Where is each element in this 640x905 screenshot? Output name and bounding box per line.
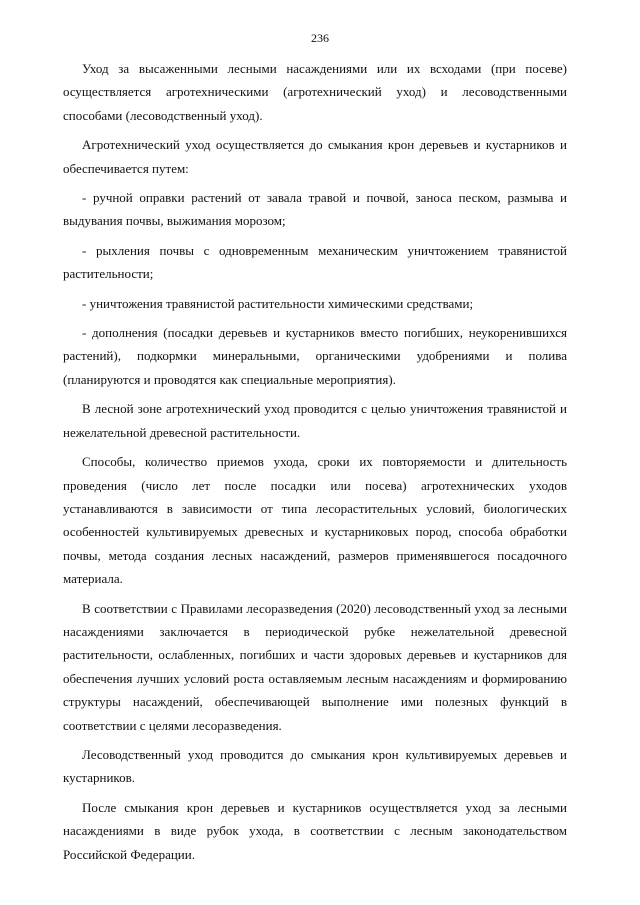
- list-item-manual-clearing: - ручной оправки растений от завала травой и почвой, заноса песком, размыва и выдувания почвы, выжимания морозом;: [63, 190, 567, 229]
- list-item-replanting: - дополнения (посадки деревьев и кустарников вместо погибших, неукоренившихся растений), подкормки минеральными, органическими удобрениями и полива (планируются и проводятся как специальные мероприятия).: [63, 325, 567, 387]
- page-number: 236: [311, 31, 329, 45]
- paragraph-forest-zone: В лесной зоне агротехнический уход проводится с целью уничтожения травянистой и нежелательной древесной растительности.: [63, 401, 567, 440]
- paragraph-methods: Способы, количество приемов ухода, сроки их повторяемости и длительность проведения (число лет после посадки или посева) агротехнических уходов устанавливаются в зависимости от типа лесорастительных условий, биологических особенностей культивируемых древесных и кустарниковых пород, способа обработки почвы, метода создания лесных насаждений, размеров применявшегося посадочного материала.: [63, 454, 567, 587]
- paragraph-silvicultural-care: Лесоводственный уход проводится до смыкания крон культивируемых деревьев и кустарников.: [63, 746, 567, 786]
- list-item-chemical-weeding: - уничтожения травянистой растительности химическими средствами;: [82, 295, 474, 311]
- paragraph-after-closure: После смыкания крон деревьев и кустарников осуществляется уход за лесными насаждениями в виде рубок ухода, в соответствии с лесным законодательством Российской Федерации.: [63, 799, 567, 862]
- paragraph-agrotechnical-care: Агротехнический уход осуществляется до смыкания крон деревьев и кустарников и обеспечивается путем:: [63, 137, 567, 176]
- list-item-soil-loosening: - рыхления почвы с одновременным механическим уничтожением травянистой растительности;: [63, 242, 567, 282]
- document-body: [63, 57, 567, 872]
- paragraph-rules-2020: В соответствии с Правилами лесоразведения (2020) лесоводственный уход за лесными насаждениями заключается в периодической рубке нежелательной древесной растительности, ослабленных, погибших и части здоровых деревьев и кустарников для обеспечения лучших условий роста оставляемым лесным насаждениям и формированию структуры насаждений, обеспечивающей выполнение ими полезных функций в соответствии с целями лесоразведения.: [63, 600, 567, 733]
- paragraph-care-overview: Уход за высаженными лесными насаждениями или их всходами (при посеве) осуществляется агротехническими (агротехнический уход) и лесоводственными способами (лесоводственный уход).: [63, 61, 567, 123]
